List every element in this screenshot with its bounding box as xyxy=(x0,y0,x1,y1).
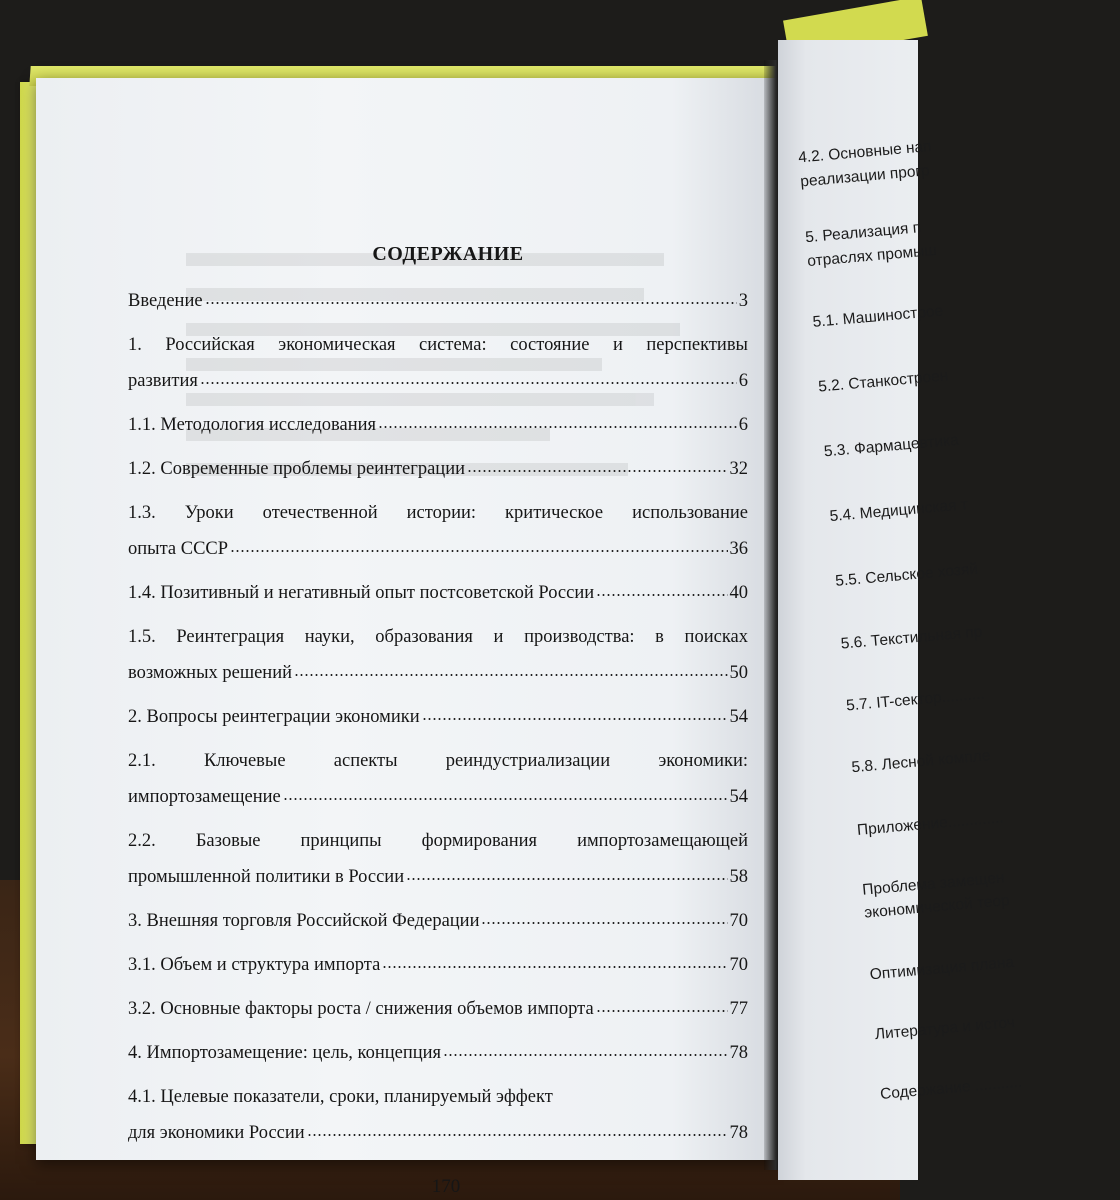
right-page-line: 5.7. IT-сектор.......... xyxy=(845,685,986,715)
dot-leader xyxy=(596,1009,728,1013)
toc-page-number: 32 xyxy=(729,459,748,479)
toc-page-number: 77 xyxy=(729,999,748,1019)
toc-entry-text: 4. Импортозамещение: цель, концепция xyxy=(128,1043,442,1063)
right-page-line: Содержание ........... xyxy=(879,1073,1023,1103)
toc-page-number: 70 xyxy=(729,955,748,975)
left-page xyxy=(36,78,784,1197)
right-page-line: реализации прогр xyxy=(799,162,931,191)
toc-entry xyxy=(128,704,748,730)
dot-leader xyxy=(467,469,727,473)
dot-leader xyxy=(382,965,727,969)
toc-page-number: 54 xyxy=(729,707,748,727)
toc-entry-text: 1.2. Современные проблемы реинтеграции xyxy=(128,459,466,479)
toc-entry xyxy=(128,1040,748,1066)
right-page-line: Литература и источ xyxy=(874,1014,1016,1044)
dot-leader xyxy=(200,381,737,385)
right-page-line: 5.3. Фармацевтика xyxy=(823,431,960,461)
right-page-line: 5.5. Сельское хозяй xyxy=(834,560,979,590)
toc-entry-text-continued: развития xyxy=(128,371,198,391)
right-page-line: 5.2. Станкостроен xyxy=(817,367,949,396)
toc-entry xyxy=(128,1084,748,1146)
toc-entry xyxy=(128,412,748,438)
toc-page-number: 6 xyxy=(738,371,748,391)
toc-entry-text-continued: возможных решений xyxy=(128,663,293,683)
right-page-line: Проблема замещен xyxy=(861,869,1006,899)
right-page-line: 5.1. Машинострое xyxy=(811,302,944,331)
dot-leader xyxy=(443,1053,727,1057)
right-page-line: 5.8. Лесной компле xyxy=(850,747,992,777)
right-page-line: экономической теор xyxy=(863,891,1011,922)
toc-entry-text-continued: импортозамещение xyxy=(128,787,281,807)
toc-entry-text: 4.1. Целевые показатели, сроки, планируемый эффект xyxy=(128,1087,553,1107)
toc-entry-text: 1.5. Реинтеграция науки, образования и производства: в поисках xyxy=(128,627,748,647)
toc-page-number: 78 xyxy=(729,1043,748,1063)
toc-entry xyxy=(128,500,748,562)
dot-leader xyxy=(481,921,727,925)
toc-entry xyxy=(128,952,748,978)
right-page-line: 5. Реализация п xyxy=(804,219,922,247)
toc-entry-text: 1.1. Методология исследования xyxy=(128,415,377,435)
right-page xyxy=(778,40,1023,1180)
dot-leader xyxy=(378,425,737,429)
toc-entry xyxy=(128,996,748,1022)
toc-page-number: 54 xyxy=(729,787,748,807)
toc-page-number: 70 xyxy=(729,911,748,931)
toc-entry-text: 3.1. Объем и структура импорта xyxy=(128,955,381,975)
toc-entry-text: 2. Вопросы реинтеграции экономики xyxy=(128,707,420,727)
toc-entry-text: 1.4. Позитивный и негативный опыт постсоветской России xyxy=(128,583,595,603)
toc-entry xyxy=(128,332,748,394)
toc-entry xyxy=(128,748,748,810)
toc-page-number: 58 xyxy=(729,867,748,887)
toc-page-number: 40 xyxy=(729,583,748,603)
dot-leader xyxy=(230,549,727,553)
toc-entry xyxy=(128,288,748,314)
toc-entry-text: 3. Внешняя торговля Российской Федерации xyxy=(128,911,480,931)
right-page-line: 5.6. Текстильная пр xyxy=(840,623,983,653)
table-of-contents xyxy=(128,243,748,1164)
toc-entry-text: 2.1. Ключевые аспекты реиндустриализации экономики: xyxy=(128,751,748,771)
toc-entry-text: 3.2. Основные факторы роста / снижения объемов импорта xyxy=(128,999,594,1019)
right-page-line: 4.2. Основные нап xyxy=(797,137,933,167)
toc-entry-text: Введение xyxy=(128,291,203,311)
toc-entry-text-continued: для экономики России xyxy=(128,1123,305,1143)
right-page-line: Оптимизация плана xyxy=(869,953,1015,984)
page-number-footer: 170 xyxy=(431,1176,461,1197)
toc-entry-text-continued: опыта СССР xyxy=(128,539,229,559)
dot-leader xyxy=(307,1133,728,1137)
dot-leader xyxy=(596,593,727,597)
dot-leader xyxy=(283,797,728,801)
toc-entry xyxy=(128,456,748,482)
dot-leader xyxy=(422,717,728,721)
toc-entry-text: 1.3. Уроки отечественной истории: критическое использование xyxy=(128,503,748,523)
toc-entry xyxy=(128,828,748,890)
toc-page-number: 36 xyxy=(729,539,748,559)
toc-title: СОДЕРЖАНИЕ xyxy=(372,243,524,265)
dot-leader xyxy=(205,301,737,305)
dot-leader xyxy=(406,877,727,881)
toc-entry xyxy=(128,908,748,934)
dot-leader xyxy=(294,673,727,677)
toc-entry-text: 1. Российская экономическая система: состояние и перспективы xyxy=(128,335,748,355)
toc-entry-text-continued: промышленной политики в России xyxy=(128,867,405,887)
toc-page-number: 3 xyxy=(738,291,748,311)
right-page-line: 5.4. Медицинская т xyxy=(828,496,969,526)
toc-page-number: 6 xyxy=(738,415,748,435)
toc-entry-text: 2.2. Базовые принципы формирования импортозамещающей xyxy=(128,831,748,851)
toc-page-number: 78 xyxy=(729,1123,748,1143)
toc-entry xyxy=(128,580,748,606)
toc-page-number: 50 xyxy=(729,663,748,683)
toc-entry xyxy=(128,624,748,686)
right-page-line: отраслях промыш xyxy=(806,241,938,271)
right-page-line: Приложение............. xyxy=(856,809,1005,839)
